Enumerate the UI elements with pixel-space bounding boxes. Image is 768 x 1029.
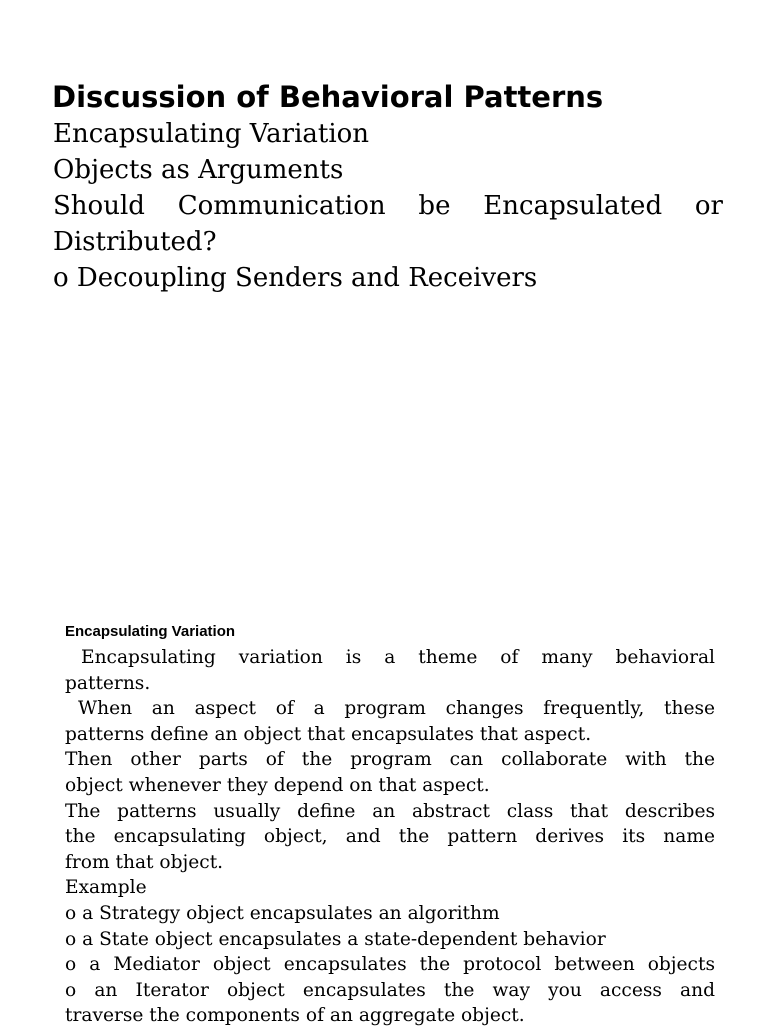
body-line: the encapsulating object, and the pattern derives its name xyxy=(65,826,715,848)
outline-item: Objects as Arguments xyxy=(53,155,344,185)
body-line: Then other parts of the program can collaborate with the xyxy=(65,749,715,771)
body-line: o a State object encapsulates a state-dependent behavior xyxy=(65,928,606,950)
body-line: patterns define an object that encapsulates that aspect. xyxy=(65,723,592,745)
body-line: o an Iterator object encapsulates the way you access and xyxy=(65,979,715,1001)
outline-item: Distributed? xyxy=(53,227,217,257)
section-body xyxy=(65,645,715,1029)
body-line: from that object. xyxy=(65,851,224,873)
body-line: When an aspect of a program changes frequently, these xyxy=(78,698,715,720)
outline-item: o Decoupling Senders and Receivers xyxy=(53,263,538,293)
slide-title: Discussion of Behavioral Patterns xyxy=(52,80,604,114)
body-line: object whenever they depend on that aspect. xyxy=(65,774,490,796)
outline-item: Encapsulating Variation xyxy=(53,119,370,149)
body-line: Example xyxy=(65,877,147,899)
body-line: Encapsulating variation is a theme of many behavioral xyxy=(81,647,715,668)
body-line: The patterns usually define an abstract class that describes xyxy=(65,800,715,822)
body-line: patterns. xyxy=(65,672,151,694)
body-line: o a Strategy object encapsulates an algorithm xyxy=(65,902,500,924)
section-heading: Encapsulating Variation xyxy=(65,623,236,640)
body-line: o a Mediator object encapsulates the protocol between objects xyxy=(65,954,715,976)
body-line: traverse the components of an aggregate object. xyxy=(65,1005,525,1027)
outline-item: Should Communication be Encapsulated or xyxy=(53,191,723,221)
topic-outline xyxy=(53,116,723,296)
